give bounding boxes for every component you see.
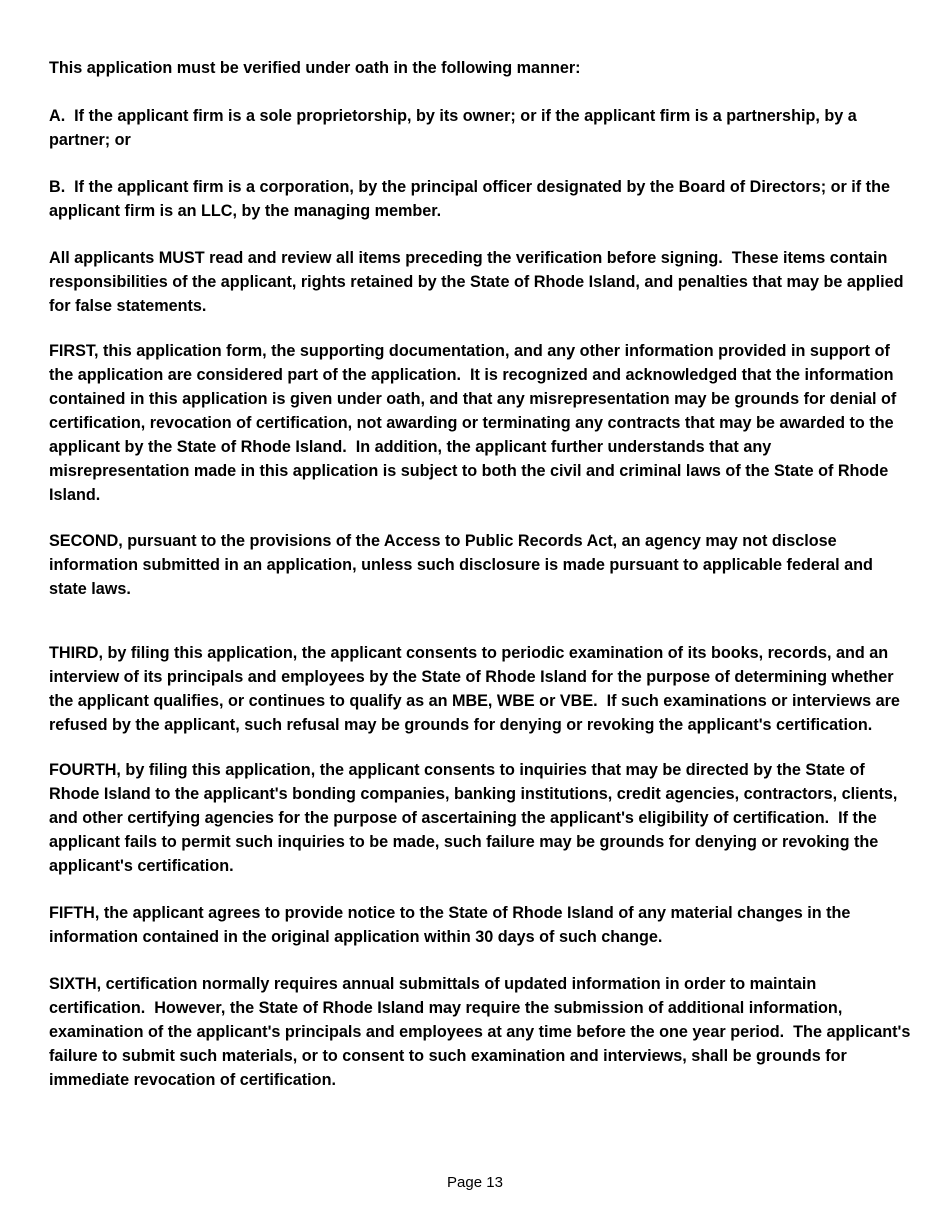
item-b-paragraph: B. If the applicant firm is a corporation, by the principal officer designated by the Board of Directors; or if the applicant firm is an LLC, by the managing member.	[49, 178, 895, 220]
item-a-paragraph: A. If the applicant firm is a sole proprietorship, by its owner; or if the applicant firm is a partnership, by a partner; or	[49, 107, 862, 149]
fifth-paragraph: FIFTH, the applicant agrees to provide notice to the State of Rhode Island of any material changes in the information contained in the original application within 30 days of such change.	[49, 904, 855, 946]
document-body	[49, 56, 915, 1092]
first-paragraph: FIRST, this application form, the supporting documentation, and any other information provided in support of the application are considered part of the application. It is recognized and acknowledged that the information contained in this application is given under oath, and that any misrepresentation may be grounds for denial of certification, revocation of certification, not awarding or terminating any contracts that may be awarded to the applicant by the State of Rhode Island. In addition, the applicant further understands that any misrepresentation made in this application is subject to both the civil and criminal laws of the State of Rhode Island.	[49, 342, 901, 504]
fourth-paragraph: FOURTH, by filing this application, the applicant consents to inquiries that may be directed by the State of Rhode Island to the applicant's bonding companies, banking institutions, credit agencies, contractors, clients, and other certifying agencies for the purpose of ascertaining the applicant's eligibility of certification. If the applicant fails to permit such inquiries to be made, such failure may be grounds for denying or revoking the applicant's certification.	[49, 761, 902, 875]
second-paragraph: SECOND, pursuant to the provisions of the Access to Public Records Act, an agency may not disclose information submitted in an application, unless such disclosure is made pursuant to applicable federal and state laws.	[49, 532, 878, 598]
page-number: Page 13	[447, 1174, 503, 1191]
all-applicants-paragraph: All applicants MUST read and review all items preceding the verification before signing. These items contain responsibilities of the applicant, rights retained by the State of Rhode Island, and penalties that may be applied for false statements.	[49, 249, 908, 315]
intro-paragraph: This application must be verified under oath in the following manner:	[49, 59, 581, 77]
third-paragraph: THIRD, by filing this application, the applicant consents to periodic examination of its books, records, and an interview of its principals and employees by the State of Rhode Island for the purpose of determining whether the applicant qualifies, or continues to qualify as an MBE, WBE or VBE. If such examinations or interviews are refused by the applicant, such refusal may be grounds for denying or revoking the applicant's certification.	[49, 644, 905, 734]
sixth-paragraph: SIXTH, certification normally requires annual submittals of updated information in order to maintain certification. However, the State of Rhode Island may require the submission of additional information, examination of the applicant's principals and employees at any time before the one year period. The applicant's failure to submit such materials, or to consent to such examination and interviews, shall be grounds for immediate revocation of certification.	[49, 975, 915, 1089]
